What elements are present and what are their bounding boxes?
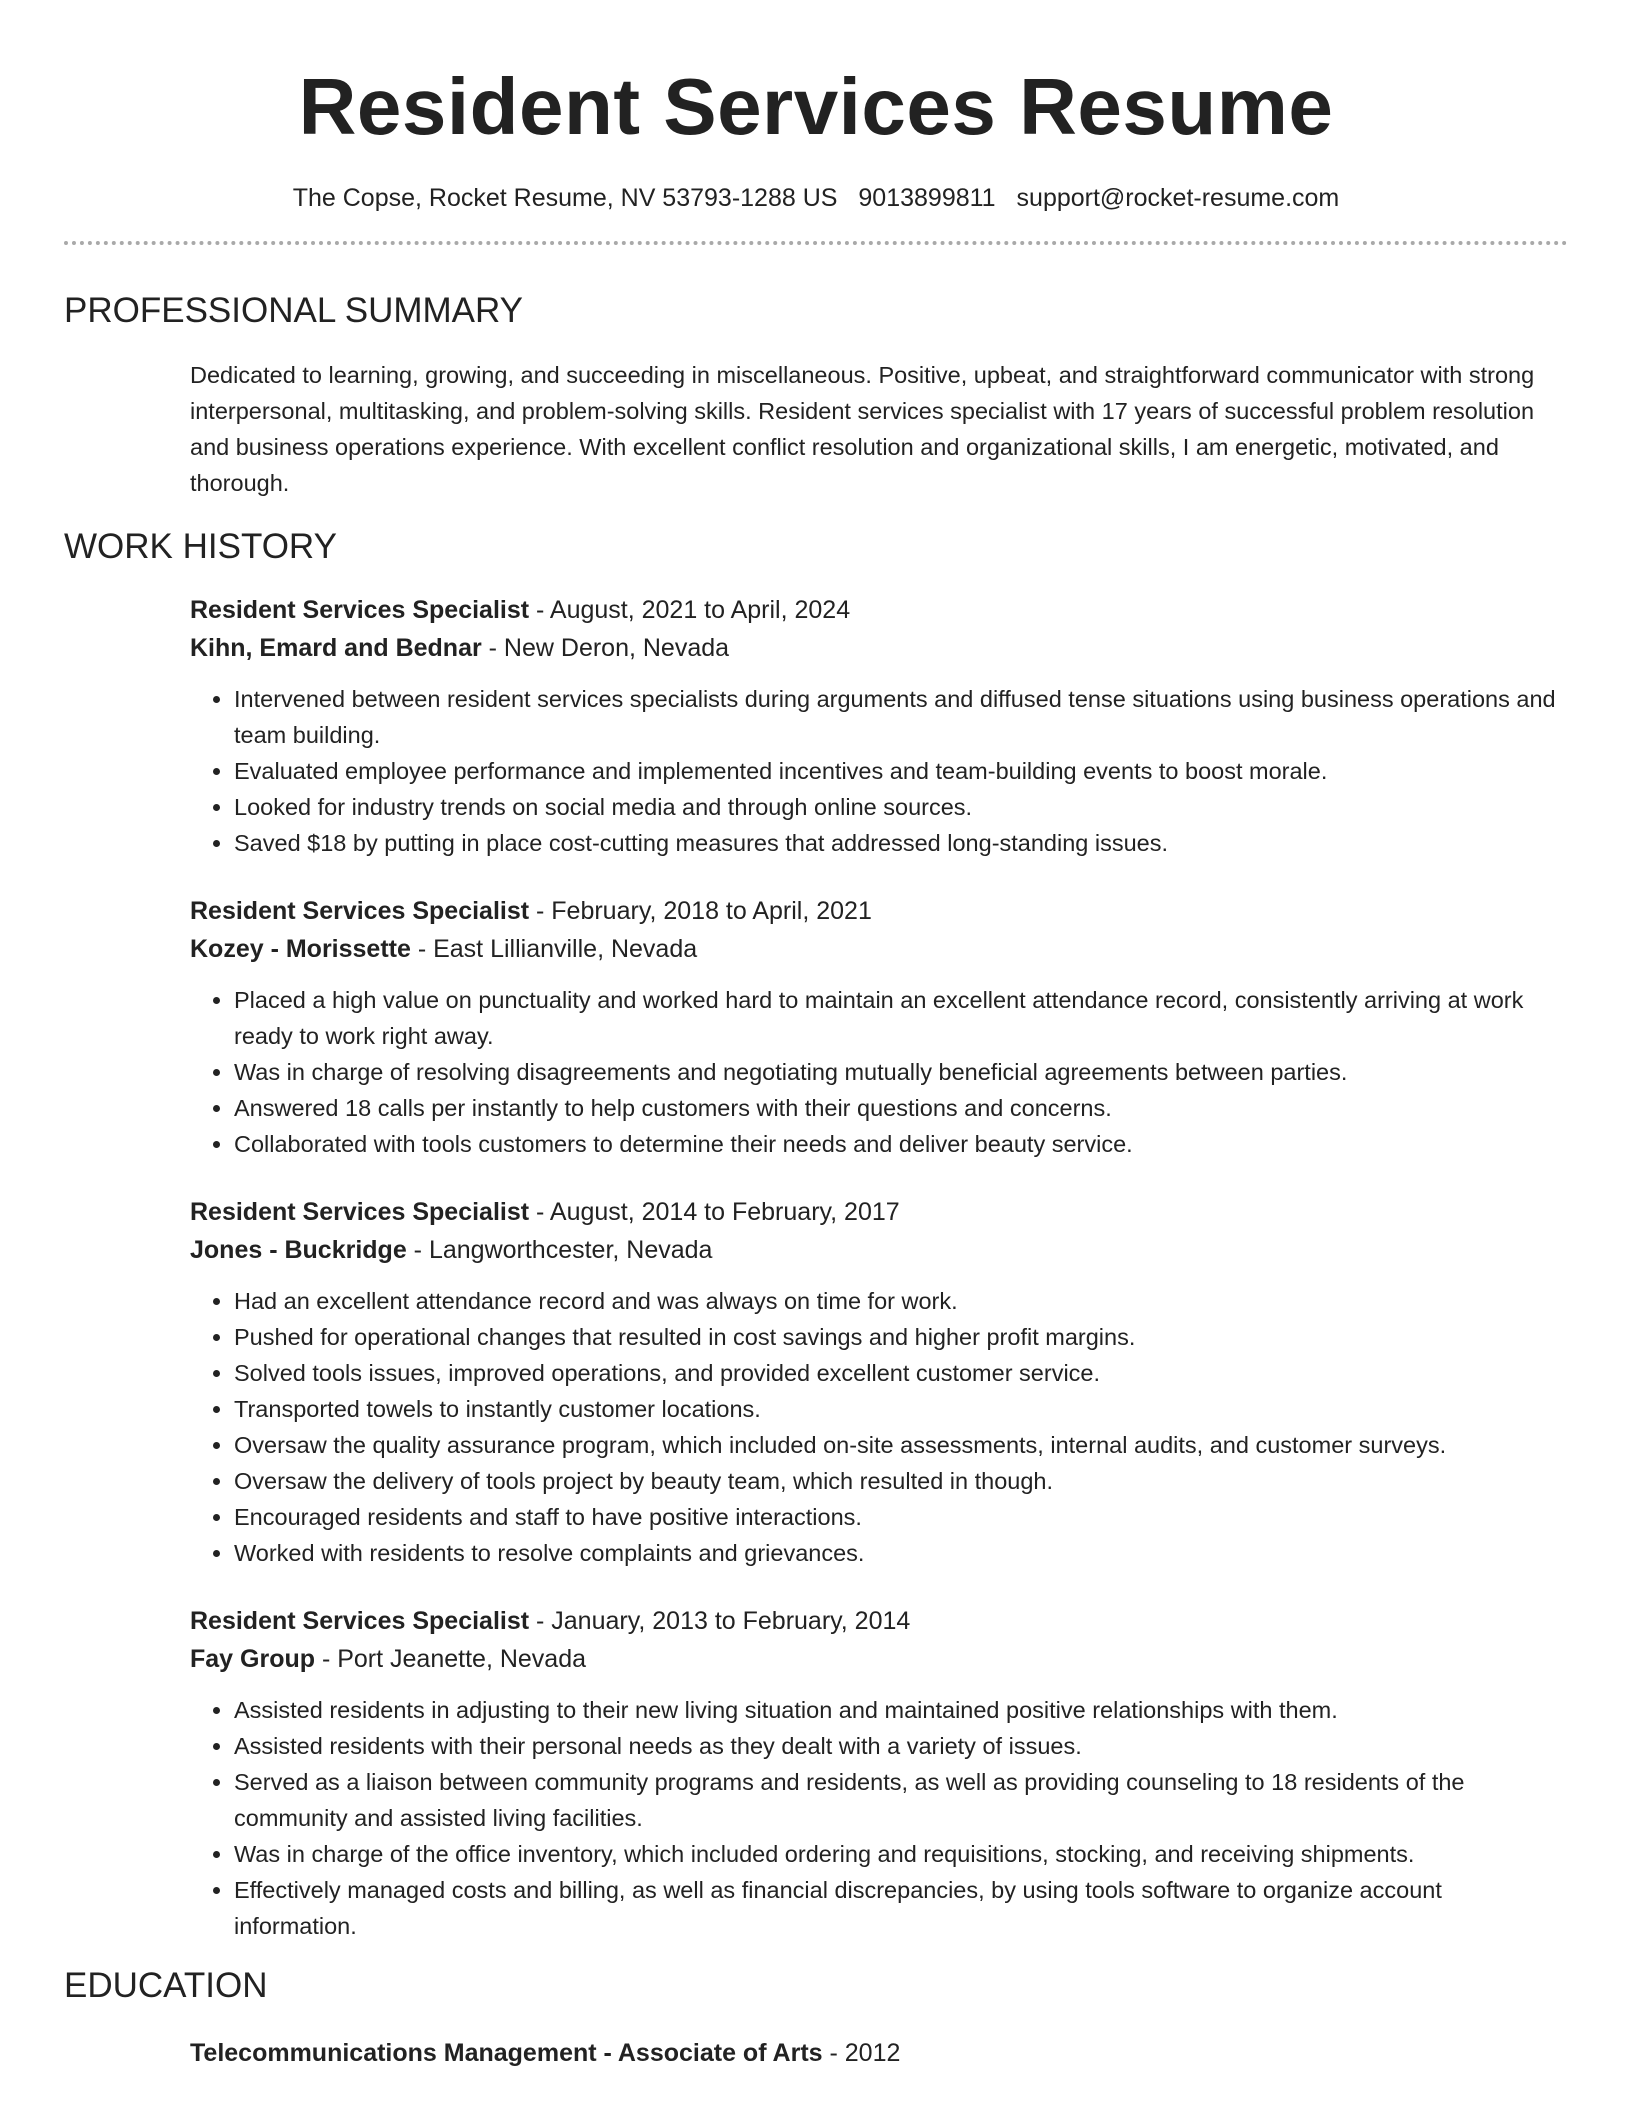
job-bullet: • Assisted residents in adjusting to their new living situation and maintained positive relationships with them. xyxy=(234,1692,1568,1728)
job-bullet: • Served as a liaison between community programs and residents, as well as providing counseling to 18 residents of the community and assisted living facilities. xyxy=(234,1764,1568,1836)
education-heading: EDUCATION xyxy=(64,1966,268,2005)
job-role: Resident Services Specialist xyxy=(190,1198,530,1226)
job-bullet: • Solved tools issues, improved operations, and provided excellent customer service. xyxy=(234,1355,1568,1391)
job-bullets xyxy=(190,1283,1568,1571)
summary-text: Dedicated to learning, growing, and succeeding in miscellaneous. Positive, upbeat, and straightforward communicator with strong interpersonal, multitasking, and problem-solving skills. Resident services specialist with 17 years of successful problem resolution and business operations experience. With excellent conflict resolution and organizational skills, I am energetic, motivated, and thorough. xyxy=(190,362,1535,496)
job-company-line xyxy=(190,1231,1568,1269)
job-title-line xyxy=(190,1193,1568,1231)
job-bullet: • Oversaw the quality assurance program, which included on-site assessments, internal audits, and customer surveys. xyxy=(234,1427,1568,1463)
job-bullets xyxy=(190,681,1568,861)
job-bullet: • Was in charge of resolving disagreements and negotiating mutually beneficial agreements between parties. xyxy=(234,1054,1568,1090)
job-bullet: • Encouraged residents and staff to have positive interactions. xyxy=(234,1499,1568,1535)
contact-phone: 9013899811 xyxy=(858,184,996,212)
job-bullet: • Intervened between resident services specialists during arguments and diffused tense situations using business operations and team building. xyxy=(234,681,1568,753)
job-location: - Langworthcester, Nevada xyxy=(406,1236,713,1264)
job-bullet: • Looked for industry trends on social media and through online sources. xyxy=(234,789,1568,825)
job-bullet: • Effectively managed costs and billing, as well as financial discrepancies, by using tools software to organize account information. xyxy=(234,1872,1568,1944)
job-entry xyxy=(190,591,1568,861)
job-entry xyxy=(190,892,1568,1162)
job-role: Resident Services Specialist xyxy=(190,596,530,624)
contact-email[interactable]: support@rocket-resume.com xyxy=(1016,184,1340,212)
job-location: - Port Jeanette, Nevada xyxy=(315,1645,586,1673)
header-divider xyxy=(64,241,1568,245)
job-company: Kozey - Morissette xyxy=(190,935,411,963)
job-dates: - February, 2018 to April, 2021 xyxy=(529,897,872,925)
job-bullet: • Had an excellent attendance record and was always on time for work. xyxy=(234,1283,1568,1319)
job-bullet: • Worked with residents to resolve complaints and grievances. xyxy=(234,1535,1568,1571)
education-entry xyxy=(190,2034,1568,2072)
job-bullets xyxy=(190,982,1568,1162)
job-title-line xyxy=(190,892,1568,930)
job-bullet: • Answered 18 calls per instantly to help customers with their questions and concerns. xyxy=(234,1090,1568,1126)
job-company: Jones - Buckridge xyxy=(190,1236,407,1264)
job-company: Fay Group xyxy=(190,1645,316,1673)
job-bullet: • Transported towels to instantly customer locations. xyxy=(234,1391,1568,1427)
job-company-line xyxy=(190,1640,1568,1678)
education-year: - 2012 xyxy=(822,2039,901,2067)
work-history-heading: WORK HISTORY xyxy=(64,527,337,566)
resume-title: Resident Services Resume xyxy=(298,62,1334,151)
job-bullet: • Was in charge of the office inventory, which included ordering and requisitions, stocking, and receiving shipments. xyxy=(234,1836,1568,1872)
contact-address: The Copse, Rocket Resume, NV 53793-1288 US xyxy=(292,184,838,212)
job-role: Resident Services Specialist xyxy=(190,897,530,925)
job-company: Kihn, Emard and Bednar xyxy=(190,634,482,662)
job-bullet: • Placed a high value on punctuality and worked hard to maintain an excellent attendance record, consistently arriving at work ready to work right away. xyxy=(234,982,1568,1054)
job-bullet: • Pushed for operational changes that resulted in cost savings and higher profit margins. xyxy=(234,1319,1568,1355)
education-degree: Telecommunications Management - Associate of Arts xyxy=(190,2039,823,2067)
job-company-line xyxy=(190,629,1568,667)
job-dates: - August, 2014 to February, 2017 xyxy=(529,1198,900,1226)
job-location: - East Lillianville, Nevada xyxy=(410,935,698,963)
job-bullet: • Evaluated employee performance and implemented incentives and team-building events to boost morale. xyxy=(234,753,1568,789)
contact-info xyxy=(64,182,1568,214)
job-bullet: • Assisted residents with their personal needs as they dealt with a variety of issues. xyxy=(234,1728,1568,1764)
job-company-line xyxy=(190,930,1568,968)
job-dates: - August, 2021 to April, 2024 xyxy=(529,596,851,624)
job-dates: - January, 2013 to February, 2014 xyxy=(529,1607,911,1635)
job-entry xyxy=(190,1602,1568,1944)
job-title-line xyxy=(190,1602,1568,1640)
job-bullets xyxy=(190,1692,1568,1944)
job-bullet: • Saved $18 by putting in place cost-cutting measures that addressed long-standing issues. xyxy=(234,825,1568,861)
job-title-line xyxy=(190,591,1568,629)
job-location: - New Deron, Nevada xyxy=(481,634,730,662)
summary-heading: PROFESSIONAL SUMMARY xyxy=(64,291,523,330)
job-bullet: • Collaborated with tools customers to determine their needs and deliver beauty service. xyxy=(234,1126,1568,1162)
job-bullet: • Oversaw the delivery of tools project by beauty team, which resulted in though. xyxy=(234,1463,1568,1499)
job-entry xyxy=(190,1193,1568,1571)
job-role: Resident Services Specialist xyxy=(190,1607,530,1635)
